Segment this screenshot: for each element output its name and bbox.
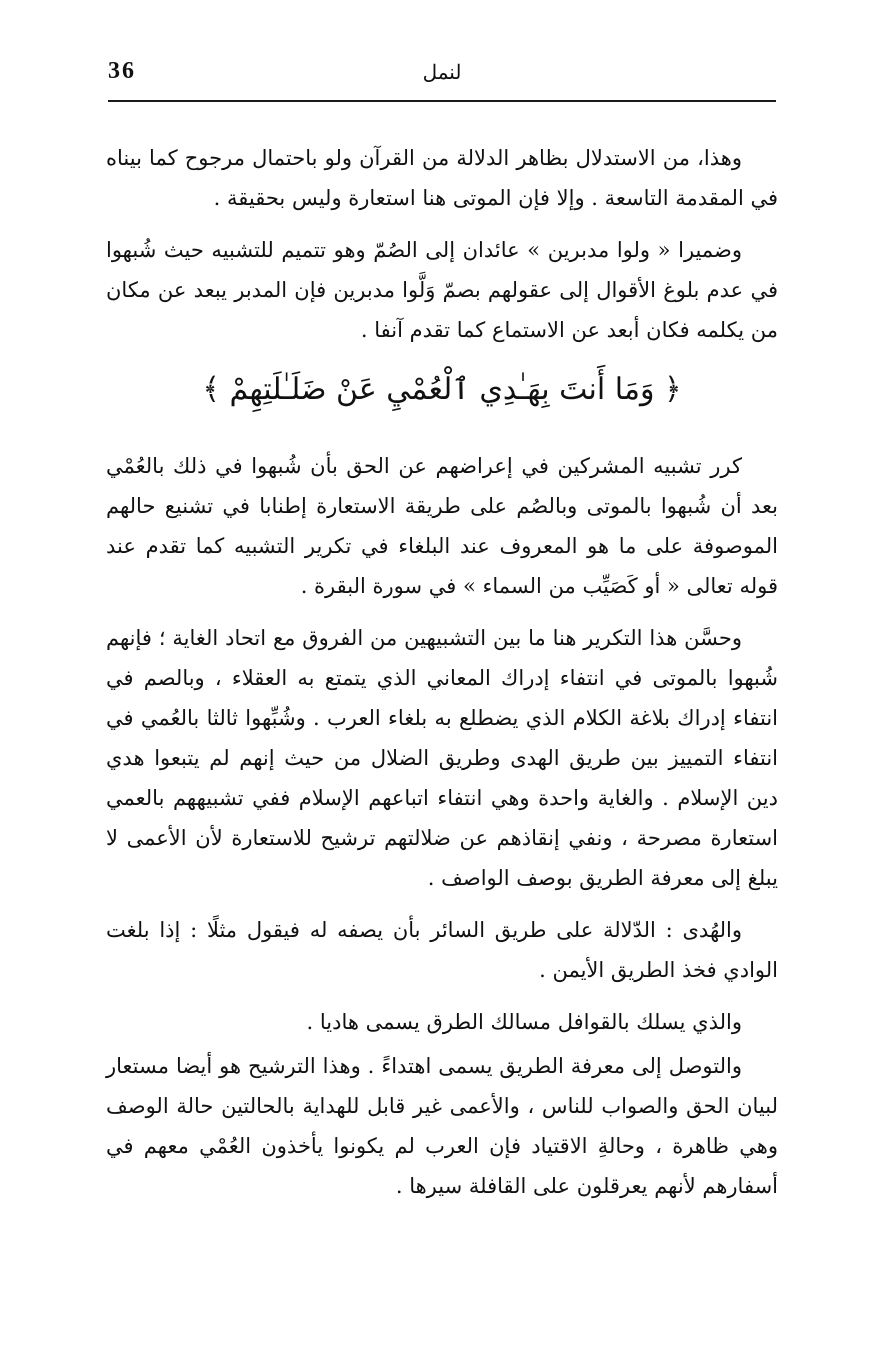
quran-verse: ﴿ وَمَا أَنتَ بِهَـٰدِي ٱلْعُمْيِ عَنْ ضَلَـٰلَتِهِمْ ﴾: [202, 372, 682, 407]
paragraph: كرر تشبيه المشركين في إعراضهم عن الحق بأن شُبهوا في ذلك بالعُمْي بعد أن شُبهوا بالموتى وبالصُم على طريقة الاستعارة إطنابا في تشنيع حالهم الموصوفة على ما هو المعروف عند البلغاء في تكرير التشبيه كما تقدم عند قوله تعالى « أو كَصَيِّب من السماء » في سورة البقرة .: [106, 454, 778, 598]
paragraph: والتوصل إلى معرفة الطريق يسمى اهتداءً . وهذا الترشيح هو أيضا مستعار لبيان الحق والصواب للناس ، والأعمى غير قابل للهداية بالحالتين حالة الوصف وهي ظاهرة ، وحالةِ الاقتياد فإن العرب لم يكونوا يأخذون العُمْي معهم في أسفارهم لأنهم يعرقلون على القافلة سيرها .: [106, 1054, 778, 1198]
body-text: [106, 138, 778, 1218]
paragraph: وهذا، من الاستدلال بظاهر الدلالة من القرآن ولو باحتمال مرجوح كما بيناه في المقدمة التاسعة . وإلا فإن الموتى هنا استعارة وليس بحقيقة .: [106, 146, 778, 210]
running-head: لنمل: [422, 60, 462, 84]
paragraph: والهُدى : الدّلالة على طريق السائر بأن يصفه له فيقول مثلًا : إذا بلغت الوادي فخذ الطريق الأيمن .: [106, 918, 778, 982]
page-header: [108, 56, 776, 102]
paragraph: والذي يسلك بالقوافل مسالك الطرق يسمى هاديا .: [306, 1010, 742, 1034]
paragraph: وضميرا « ولوا مدبرين » عائدان إلى الصُمّ وهو تتميم للتشبيه حيث شُبهوا في عدم بلوغ الأقوال إلى عقولهم بصمّ وَلَّوا مدبرين فإن المدبر يبعد عن مكان من يكلمه فكان أبعد عن الاستماع كما تقدم آنفا .: [106, 238, 778, 342]
paragraph: وحسَّن هذا التكرير هنا ما بين التشبيهين من الفروق مع اتحاد الغاية ؛ فإنهم شُبهوا بالموتى في انتفاء إدراك المعاني الذي يتمتع به العقلاء ، وبالصم في انتفاء إدراك بلاغة الكلام الذي يضطلع به بلغاء العرب . وشُبِّهوا ثالثا بالعُمي في انتفاء التمييز بين طريق الهدى وطريق الضلال من حيث إنهم لم يتبعوا هدي دين الإسلام . والغاية واحدة وهي انتفاء اتباعهم الإسلام ففي تشبيههم بالعمي استعارة مصرحة ، ونفي إنقاذهم عن ضلالتهم ترشيح للاستعارة لأن الأعمى لا يبلغ إلى معرفة الطريق بوصف الواصف .: [106, 626, 778, 890]
page-number: 36: [108, 58, 136, 84]
